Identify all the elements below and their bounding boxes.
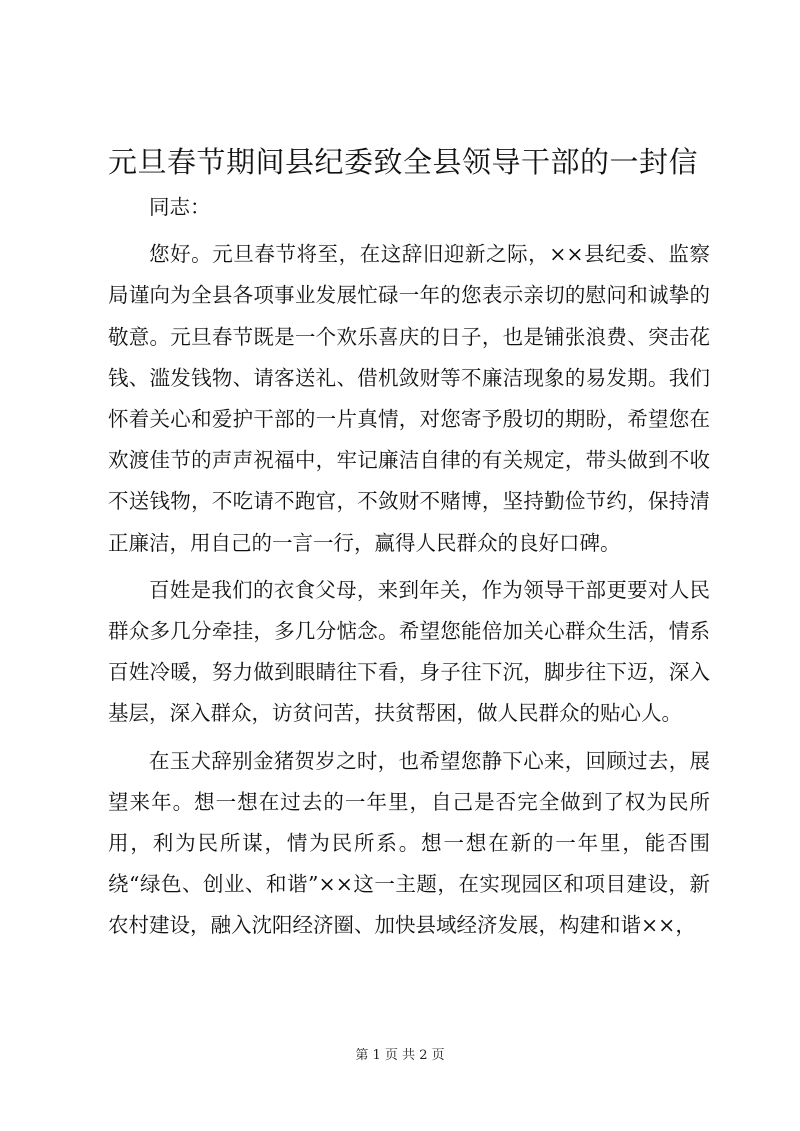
document-body [108, 187, 710, 947]
paragraph-2: 百姓是我们的衣食父母，来到年关，作为领导干部更要对人民群众多几分牵挂，多几分惦念。希望您能倍加关心群众生活，情系百姓冷暖，努力做到眼睛往下看，身子往下沉，脚步往下迈，深入基层，深入群众，访贫问苦，扶贫帮困，做人民群众的贴心人。 [108, 577, 710, 726]
document-title: 元旦春节期间县纪委致全县领导干部的一封信 [108, 145, 699, 179]
page-footer: 第 1 页 共 2 页 [355, 1048, 445, 1063]
salutation: 同志： [149, 195, 211, 219]
paragraph-3: 在玉犬辞别金猪贺岁之时，也希望您静下心来，回顾过去，展望来年。想一想在过去的一年里，自己是否完全做到了权为民所用，利为民所谋，情为民所系。想一想在新的一年里，能否围绕“绿色、创业、和谐”××这一主题，在实现园区和项目建设，新农村建设，融入沈阳经济圈、加快县域经济发展，构建和谐××， [108, 748, 710, 938]
paragraph-1: 您好。元旦春节将至，在这辞旧迎新之际，××县纪委、监察局谨向为全县各项事业发展忙碌一年的您表示亲切的慰问和诚挚的敬意。元旦春节既是一个欢乐喜庆的日子，也是铺张浪费、突击花钱、滥发钱物、请客送礼、借机敛财等不廉洁现象的易发期。我们怀着关心和爱护干部的一片真情，对您寄予殷切的期盼，希望您在欢渡佳节的声声祝福中，牢记廉洁自律的有关规定，带头做到不收不送钱物，不吃请不跑官，不敛财不赌博，坚持勤俭节约，保持清正廉洁，用自己的一言一行，赢得人民群众的良好口碑。 [108, 242, 710, 555]
